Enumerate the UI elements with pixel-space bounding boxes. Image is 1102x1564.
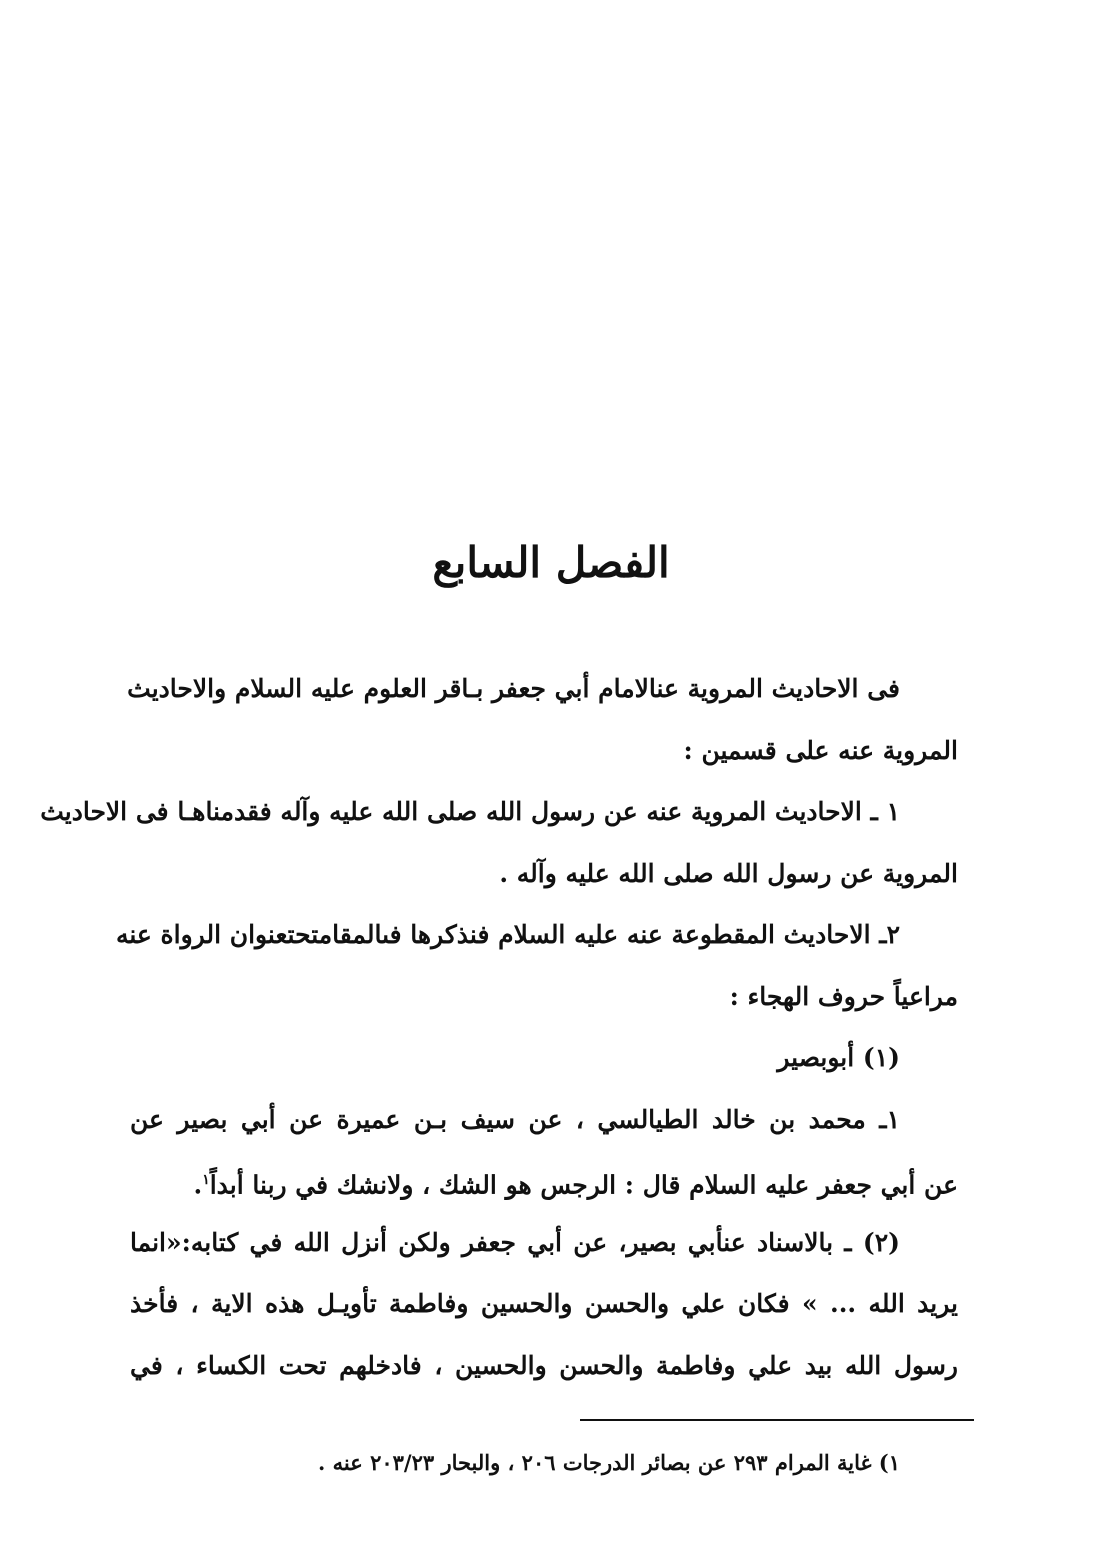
paragraph-line: رسول الله بيد علي وفاطمة والحسن والحسين ، فادخلهم تحت الكساء ، في [130, 1350, 958, 1380]
sentence-end: . [193, 1170, 203, 1200]
footnote-marker: ١ [202, 1172, 210, 1188]
paragraph-line [130, 1150, 958, 1212]
paragraph-line: (٢) ـ بالاسناد عنأبي بصير، عن أبي جعفر ولكن أنزل الله في كتابه:«انما [130, 1227, 900, 1257]
paragraph-line: مراعياً حروف الهجاء : [729, 981, 958, 1011]
paragraph-line: يريد الله ... » فكان علي والحسن والحسين وفاطمة تأويـل هذه الاية ، فأخذ [130, 1289, 958, 1318]
paragraph-line: المروية عنه على قسمين : [683, 735, 958, 765]
chapter-title: الفصل السابع [432, 538, 670, 587]
main-text [40, 658, 958, 1396]
paragraph-line-text: عن أبي جعفر عليه السلام قال : الرجس هو الشك ، ولانشك في ربنا أبداً [209, 1170, 958, 1200]
section-subheading: (١) أبوبصير [777, 1043, 900, 1072]
paragraph-line: ٢ـ الاحاديث المقطوعة عنه عليه السلام فنذكرها فىالمقامتحتعنوان الرواة عنه [115, 920, 900, 949]
footnote-divider [580, 1419, 974, 1421]
paragraph-line: ١ـ محمد بن خالد الطيالسي ، عن سيف بـن عميرة عن أبي بصير عن [130, 1104, 900, 1134]
footnote: ١) غاية المرام ٢٩٣ عن بصائر الدرجات ٢٠٦ ، والبحار ٢٠٣/٢٣ عنه . [318, 1450, 900, 1475]
paragraph-line: المروية عن رسول الله صلى الله عليه وآله . [499, 858, 958, 888]
paragraph-line: ١ ـ الاحاديث المروية عنه عن رسول الله صلى الله عليه وآله فقدمناهـا فى الاحاديث [40, 797, 900, 826]
paragraph-line: فى الاحاديث المروية عنالامام أبي جعفر بـاقر العلوم عليه السلام والاحاديث [127, 674, 900, 703]
